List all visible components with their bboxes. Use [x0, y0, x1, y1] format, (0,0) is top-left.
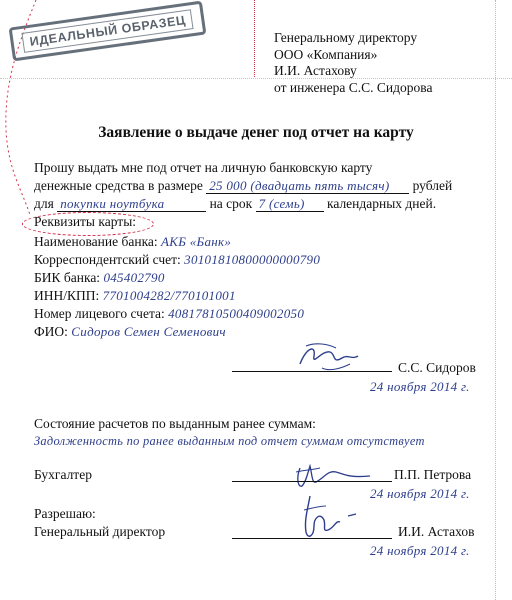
accountant-role: Бухгалтер	[34, 467, 92, 482]
amount-value: 25 000 (двадцать пять тысяч)	[206, 179, 409, 194]
purpose-value: покупки ноутбука	[57, 197, 206, 212]
applicant-date: 24 ноября 2014 г.	[370, 379, 470, 394]
corr-value: 30101810800000000790	[184, 252, 321, 267]
inn-label: ИНН/КПП:	[34, 288, 100, 303]
director-date: 24 ноября 2014 г.	[370, 543, 470, 558]
director-name: И.И. Астахов	[398, 524, 475, 539]
term-value: 7 (семь)	[256, 197, 324, 212]
purpose-label: для	[34, 196, 54, 211]
addressee-line: Генеральному директору	[274, 30, 418, 45]
inn-row	[34, 288, 236, 304]
addressee-block	[274, 30, 432, 96]
corr-row	[34, 252, 320, 268]
amount-label: денежные средства в размере	[34, 178, 203, 193]
fio-row	[34, 324, 226, 340]
header-guide	[0, 78, 512, 79]
bank-value: АКБ «Банк»	[161, 234, 232, 249]
bank-row	[34, 234, 231, 250]
term-unit: календарных дней.	[326, 196, 437, 211]
inn-value: 7701004282/770101001	[102, 288, 236, 303]
fio-label: ФИО:	[34, 324, 68, 339]
bik-row	[34, 270, 165, 286]
bik-value: 045402790	[103, 270, 165, 285]
addressee-line: от инженера С.С. Сидорова	[274, 79, 433, 95]
settlements-value: Задолженность по ранее выданным под отчет суммам отсутствует	[34, 434, 425, 448]
applicant-name: С.С. Сидоров	[398, 360, 476, 375]
amount-unit: рублей	[412, 178, 453, 193]
fold-guide	[254, 0, 255, 77]
margin-guide	[495, 0, 496, 600]
document-title: Заявление о выдаче денег под отчет на карту	[98, 124, 414, 141]
bik-label: БИК банка:	[34, 270, 101, 285]
account-label: Номер лицевого счета:	[34, 306, 165, 321]
addressee-line: И.И. Астахову	[274, 63, 357, 78]
accountant-date: 24 ноября 2014 г.	[370, 486, 470, 501]
term-label: на срок	[209, 196, 253, 211]
account-row	[34, 306, 304, 322]
settlements-label: Состояние расчетов по выданным ранее суммам:	[34, 416, 316, 431]
body-line-1: Прошу выдать мне под отчет на личную банковскую карту	[34, 160, 373, 175]
approval-heading: Разрешаю:	[34, 506, 96, 521]
corr-label: Корреспондентский счет:	[34, 252, 181, 267]
body-line-2	[34, 178, 452, 194]
applicant-signature	[292, 338, 362, 374]
stamp-text: ИДЕАЛЬНЫЙ ОБРАЗЕЦ	[21, 9, 193, 53]
accountant-signature-line	[232, 481, 392, 482]
applicant-signature-line	[232, 371, 392, 372]
body-line-3	[34, 196, 436, 212]
bank-label: Наименование банка:	[34, 234, 158, 249]
director-signature-line	[232, 538, 392, 539]
accountant-name: П.П. Петрова	[394, 467, 472, 482]
director-role: Генеральный директор	[34, 524, 166, 539]
account-value: 40817810500409002050	[168, 306, 305, 321]
requisites-heading: Реквизиты карты:	[34, 214, 137, 229]
fio-value: Сидоров Семен Семенович	[71, 324, 226, 339]
addressee-line: ООО «Компания»	[274, 46, 378, 62]
